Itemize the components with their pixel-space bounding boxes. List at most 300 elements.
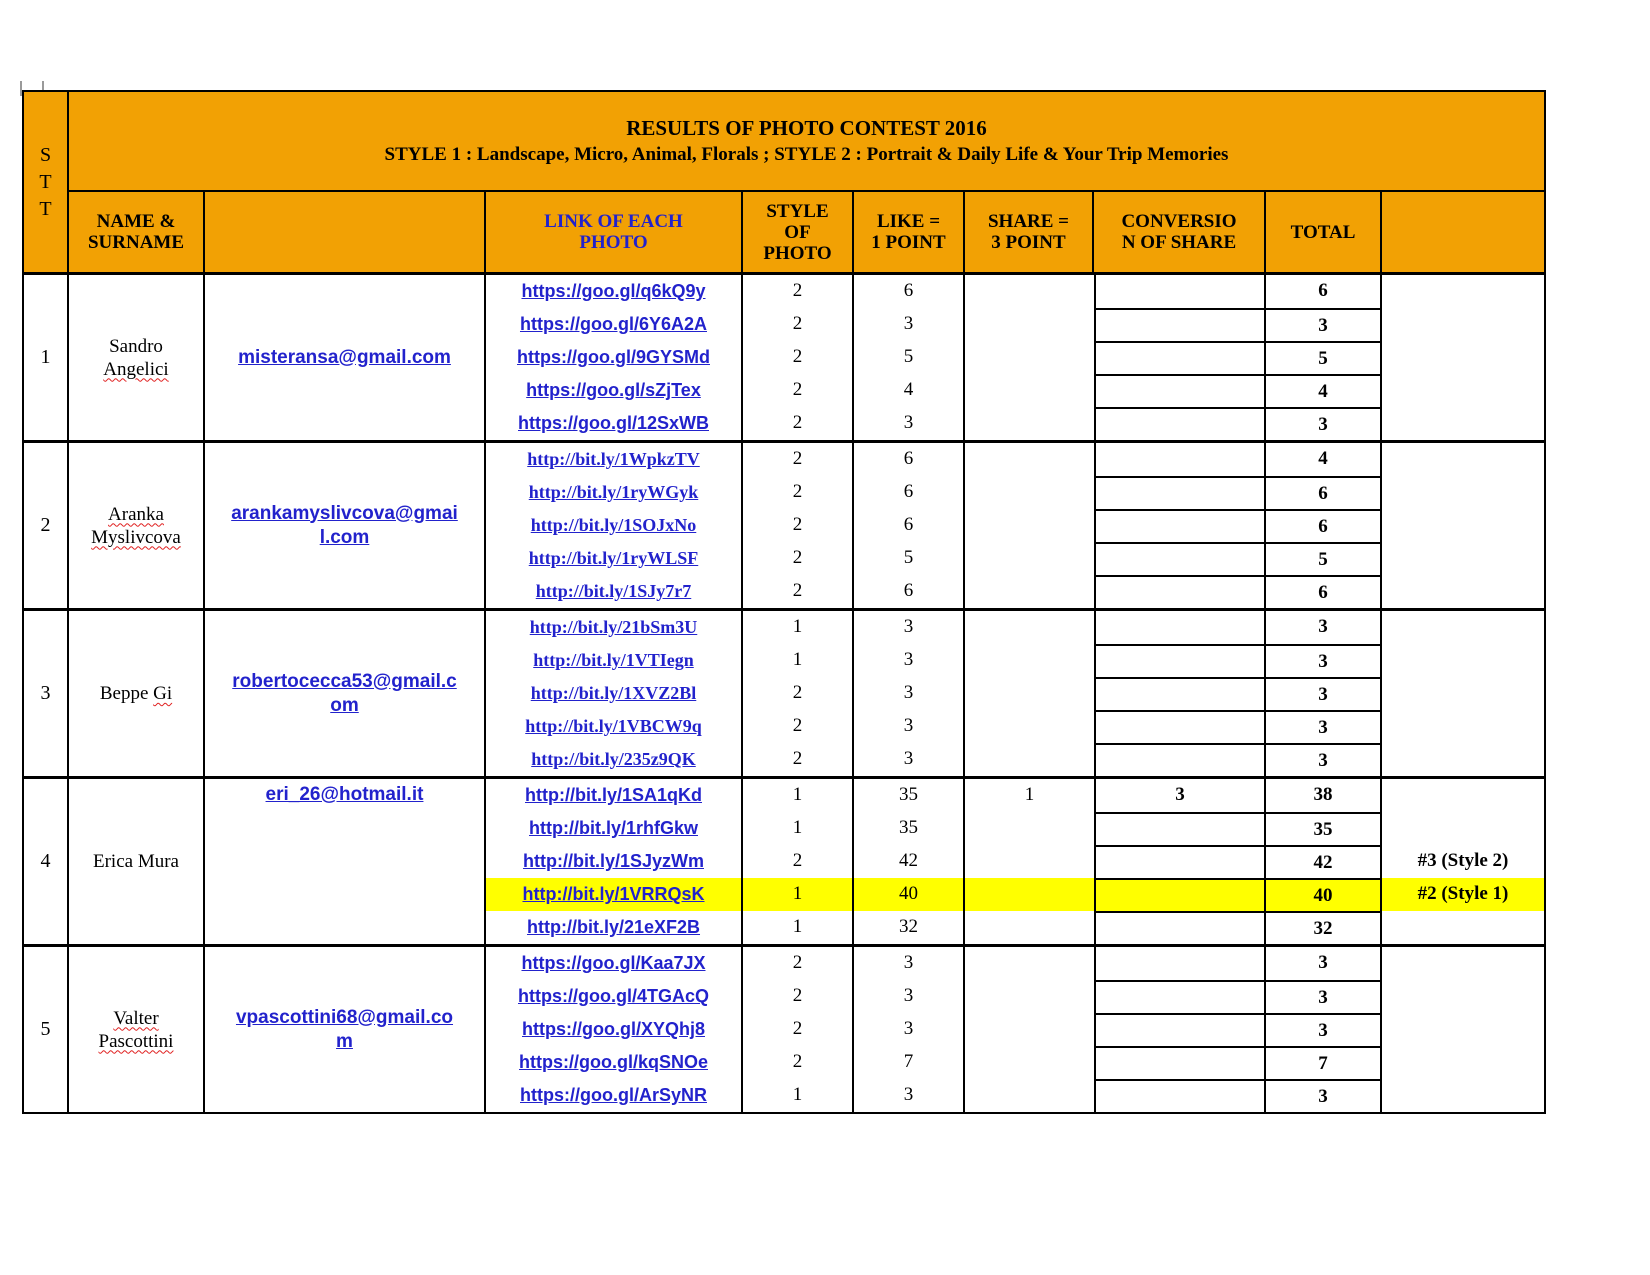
rank-note <box>1382 812 1544 845</box>
name-word: Pascottini <box>98 1030 174 1052</box>
rank-note <box>1382 341 1544 374</box>
share-value <box>965 1079 1094 1112</box>
photo-link-cell <box>486 341 743 374</box>
stt-letter: T <box>39 197 52 220</box>
photo-link-cell <box>486 509 743 542</box>
email-link[interactable]: arankamyslivcova@gmai <box>231 502 458 524</box>
rank-note <box>1382 443 1544 476</box>
photo-link[interactable]: http://bit.ly/1SA1qKd <box>525 785 702 805</box>
photo-link[interactable]: http://bit.ly/1WpkzTV <box>527 449 700 469</box>
share-value <box>965 644 1094 677</box>
photo-link[interactable]: https://goo.gl/kqSNOe <box>519 1052 708 1072</box>
conversion-value <box>1094 509 1266 542</box>
style-value: 2 <box>743 845 854 878</box>
rank-note: #2 (Style 1) <box>1382 878 1544 911</box>
like-value: 7 <box>854 1046 965 1079</box>
total-value: 3 <box>1266 947 1382 980</box>
rank-note <box>1382 743 1544 776</box>
conversion-value <box>1094 911 1266 944</box>
stt-letter: S <box>39 143 52 166</box>
email-link[interactable]: l.com <box>319 526 370 548</box>
rank-note <box>1382 575 1544 608</box>
photo-link[interactable]: https://goo.gl/9GYSMd <box>517 347 710 367</box>
conversion-value <box>1094 542 1266 575</box>
style-value: 1 <box>743 644 854 677</box>
header-line: SURNAME <box>87 232 185 253</box>
name-word: Sandro <box>109 335 163 357</box>
photo-subrow <box>486 476 1544 509</box>
photo-subrow <box>486 509 1544 542</box>
photo-link-cell <box>486 845 743 878</box>
style-value: 2 <box>743 275 854 308</box>
like-value: 3 <box>854 743 965 776</box>
name-word: Aranka <box>108 503 164 525</box>
header-line: SHARE = <box>987 211 1070 232</box>
header-name-surname <box>69 192 205 272</box>
photo-link[interactable]: http://bit.ly/1SOJxNo <box>530 515 697 535</box>
header-link-of-each-photo <box>486 192 743 272</box>
photo-link[interactable]: https://goo.gl/sZjTex <box>526 380 701 400</box>
total-value: 3 <box>1266 710 1382 743</box>
total-value: 7 <box>1266 1046 1382 1079</box>
photo-subrow <box>486 845 1544 878</box>
photo-subrow <box>486 275 1544 308</box>
like-value: 3 <box>854 980 965 1013</box>
stt-letter: T <box>39 170 52 193</box>
total-value: 35 <box>1266 812 1382 845</box>
contestant-row-block <box>24 608 1544 776</box>
photo-subrow <box>486 878 1544 911</box>
header-email <box>205 192 486 272</box>
share-value <box>965 341 1094 374</box>
photo-link[interactable]: https://goo.gl/q6kQ9y <box>521 281 706 301</box>
style-value: 1 <box>743 611 854 644</box>
photo-link-cell <box>486 1013 743 1046</box>
share-value <box>965 1013 1094 1046</box>
header-line: 1 POINT <box>871 232 946 253</box>
row-number: 3 <box>24 611 69 776</box>
photo-link-cell <box>486 677 743 710</box>
rank-note <box>1382 407 1544 440</box>
conversion-value <box>1094 980 1266 1013</box>
total-value: 4 <box>1266 374 1382 407</box>
photo-subrow <box>486 710 1544 743</box>
photo-link-cell <box>486 911 743 944</box>
column-headers <box>69 192 1544 272</box>
total-value: 3 <box>1266 1079 1382 1112</box>
total-value: 32 <box>1266 911 1382 944</box>
style-value: 2 <box>743 374 854 407</box>
photo-link[interactable]: http://bit.ly/1ryWLSF <box>528 548 699 568</box>
share-value <box>965 476 1094 509</box>
row-number: 2 <box>24 443 69 608</box>
rank-note <box>1382 980 1544 1013</box>
share-value <box>965 308 1094 341</box>
share-value <box>965 812 1094 845</box>
photo-link[interactable]: http://bit.ly/235z9QK <box>531 749 696 769</box>
photos-area <box>486 443 1544 608</box>
like-value: 3 <box>854 644 965 677</box>
total-value: 3 <box>1266 980 1382 1013</box>
rank-note <box>1382 1013 1544 1046</box>
header-style-of-photo <box>743 192 854 272</box>
stt-column-header <box>24 92 69 272</box>
photo-subrow <box>486 341 1544 374</box>
rank-note <box>1382 710 1544 743</box>
total-value: 6 <box>1266 575 1382 608</box>
total-value: 3 <box>1266 743 1382 776</box>
share-value <box>965 677 1094 710</box>
photos-area <box>486 779 1544 944</box>
photo-link[interactable]: http://bit.ly/21bSm3U <box>529 617 698 637</box>
total-value: 6 <box>1266 509 1382 542</box>
style-value: 2 <box>743 407 854 440</box>
photo-link-cell <box>486 308 743 341</box>
email-link[interactable]: misteransa@gmail.com <box>238 346 451 368</box>
email-link[interactable]: robertocecca53@gmail.c <box>232 670 457 692</box>
header-line: LINK OF EACH <box>544 211 683 232</box>
table-subtitle: STYLE 1 : Landscape, Micro, Animal, Florals ; STYLE 2 : Portrait & Daily Life & Your Trip Memories <box>384 144 1229 165</box>
share-value <box>965 878 1094 911</box>
conversion-value <box>1094 878 1266 911</box>
total-value: 3 <box>1266 677 1382 710</box>
photo-link-cell <box>486 611 743 644</box>
like-value: 3 <box>854 308 965 341</box>
photo-subrow <box>486 1079 1544 1112</box>
rank-note <box>1382 1079 1544 1112</box>
contestant-row-block <box>24 776 1544 944</box>
conversion-value <box>1094 1046 1266 1079</box>
style-value: 2 <box>743 443 854 476</box>
like-value: 3 <box>854 710 965 743</box>
rank-note <box>1382 677 1544 710</box>
like-value: 42 <box>854 845 965 878</box>
style-value: 1 <box>743 812 854 845</box>
header-share-points <box>965 192 1094 272</box>
total-value: 40 <box>1266 878 1382 911</box>
rank-note <box>1382 374 1544 407</box>
style-value: 2 <box>743 980 854 1013</box>
style-value: 2 <box>743 710 854 743</box>
contestant-email <box>205 947 486 1112</box>
row-number: 5 <box>24 947 69 1112</box>
row-number: 1 <box>24 275 69 440</box>
rank-note <box>1382 1046 1544 1079</box>
email-link[interactable]: m <box>336 1030 353 1052</box>
conversion-value <box>1094 677 1266 710</box>
conversion-value <box>1094 644 1266 677</box>
conversion-value <box>1094 575 1266 608</box>
contestant-name <box>69 947 205 1112</box>
header-line: PHOTO <box>763 242 832 264</box>
total-value: 38 <box>1266 779 1382 812</box>
total-value: 3 <box>1266 407 1382 440</box>
share-value <box>965 275 1094 308</box>
photo-subrow <box>486 407 1544 440</box>
photo-subrow <box>486 644 1544 677</box>
like-value: 3 <box>854 611 965 644</box>
contestant-email <box>205 275 486 440</box>
style-value: 2 <box>743 308 854 341</box>
photo-link-cell <box>486 443 743 476</box>
photo-subrow <box>486 677 1544 710</box>
header-line: N OF SHARE <box>1121 232 1237 253</box>
photo-link-cell <box>486 476 743 509</box>
total-value: 3 <box>1266 308 1382 341</box>
share-value: 1 <box>1024 784 1035 805</box>
style-value: 2 <box>743 476 854 509</box>
total-value: 3 <box>1266 644 1382 677</box>
rank-note <box>1382 476 1544 509</box>
photo-link[interactable]: https://goo.gl/4TGAcQ <box>518 986 709 1006</box>
photo-subrow <box>486 443 1544 476</box>
header-line: PHOTO <box>579 232 648 253</box>
style-value: 2 <box>743 1046 854 1079</box>
share-value <box>965 509 1094 542</box>
header-line: NAME & <box>96 211 176 232</box>
like-value: 5 <box>854 341 965 374</box>
total-value: 42 <box>1266 845 1382 878</box>
total-value: 5 <box>1266 341 1382 374</box>
photo-subrow <box>486 911 1544 944</box>
share-value <box>965 575 1094 608</box>
photo-link[interactable]: http://bit.ly/1rhfGkw <box>529 818 698 838</box>
contestant-email <box>205 779 486 944</box>
conversion-value <box>1094 374 1266 407</box>
contestant-name <box>69 443 205 608</box>
email-link[interactable]: eri_26@hotmail.it <box>265 784 424 805</box>
photo-link-cell <box>486 710 743 743</box>
style-value: 1 <box>743 878 854 911</box>
photo-subrow <box>486 374 1544 407</box>
style-value: 2 <box>743 677 854 710</box>
header-right <box>69 92 1544 272</box>
header-conversion-of-share <box>1094 192 1266 272</box>
style-value: 2 <box>743 947 854 980</box>
total-value: 4 <box>1266 443 1382 476</box>
photo-link[interactable]: https://goo.gl/Kaa7JX <box>521 953 706 973</box>
name-line <box>103 358 168 381</box>
like-value: 40 <box>854 878 965 911</box>
photo-link[interactable]: https://goo.gl/12SxWB <box>518 413 709 433</box>
rank-note <box>1382 542 1544 575</box>
photo-contest-table <box>22 90 1546 1114</box>
rank-note <box>1382 779 1544 812</box>
rank-note <box>1382 947 1544 980</box>
like-value: 5 <box>854 542 965 575</box>
header-line: 3 POINT <box>991 232 1066 253</box>
photo-link[interactable]: https://goo.gl/ArSyNR <box>520 1085 707 1105</box>
photo-link-cell <box>486 1079 743 1112</box>
total-value: 5 <box>1266 542 1382 575</box>
photo-link-cell <box>486 878 743 911</box>
rank-note <box>1382 644 1544 677</box>
contestant-name <box>69 611 205 776</box>
conversion-value <box>1094 1013 1266 1046</box>
photo-link-cell <box>486 743 743 776</box>
style-value: 2 <box>743 542 854 575</box>
photo-link[interactable]: http://bit.ly/1SJy7r7 <box>535 581 692 601</box>
like-value: 3 <box>854 1013 965 1046</box>
share-value <box>965 443 1094 476</box>
style-value: 1 <box>743 779 854 812</box>
header-line: STYLE <box>766 200 829 222</box>
like-value: 4 <box>854 374 965 407</box>
conversion-value <box>1094 611 1266 644</box>
conversion-value <box>1094 1079 1266 1112</box>
photo-link[interactable]: http://bit.ly/1SJyzWm <box>522 851 704 871</box>
share-value <box>965 1046 1094 1079</box>
email-link[interactable]: vpascottini68@gmail.co <box>235 1006 454 1028</box>
like-value: 35 <box>854 812 965 845</box>
photo-link-cell <box>486 1046 743 1079</box>
photo-link[interactable]: http://bit.ly/1VTIegn <box>533 650 694 670</box>
photo-link-cell <box>486 374 743 407</box>
name-word: Erica Mura <box>93 851 179 872</box>
header-line: CONVERSIO <box>1121 211 1237 232</box>
table-title: RESULTS OF PHOTO CONTEST 2016 <box>626 116 987 140</box>
style-value: 2 <box>743 575 854 608</box>
name-line <box>93 850 179 873</box>
total-value: 3 <box>1266 1013 1382 1046</box>
photo-subrow <box>486 743 1544 776</box>
photo-subrow <box>486 308 1544 341</box>
contestant-email <box>205 611 486 776</box>
name-word: Beppe <box>99 683 149 704</box>
photo-subrow <box>486 812 1544 845</box>
total-value: 6 <box>1266 275 1382 308</box>
style-value: 1 <box>743 1079 854 1112</box>
share-value <box>965 542 1094 575</box>
rank-note <box>1382 911 1544 944</box>
name-word: Valter <box>113 1007 159 1029</box>
photo-link[interactable]: http://bit.ly/1VBCW9q <box>525 716 702 736</box>
name-line <box>113 1007 158 1030</box>
name-word: Angelici <box>103 358 169 380</box>
share-value <box>965 845 1094 878</box>
rank-note <box>1382 611 1544 644</box>
like-value: 6 <box>854 443 965 476</box>
photo-link-cell <box>486 779 743 812</box>
like-value: 35 <box>854 779 965 812</box>
conversion-value: 3 <box>1094 779 1266 812</box>
conversion-value <box>1094 476 1266 509</box>
name-line <box>109 335 163 358</box>
like-value: 32 <box>854 911 965 944</box>
share-value <box>965 710 1094 743</box>
table-header-area <box>24 92 1544 272</box>
email-link[interactable]: om <box>330 694 359 716</box>
photo-link[interactable]: http://bit.ly/1VRRQsK <box>522 884 705 904</box>
name-line <box>91 526 181 549</box>
title-band <box>69 92 1544 192</box>
conversion-value <box>1094 407 1266 440</box>
like-value: 3 <box>854 407 965 440</box>
conversion-value <box>1094 743 1266 776</box>
rank-note <box>1382 509 1544 542</box>
style-value: 2 <box>743 341 854 374</box>
photo-link[interactable]: http://bit.ly/1ryWGyk <box>528 482 699 502</box>
photo-link-cell <box>486 947 743 980</box>
photo-link[interactable]: http://bit.ly/1XVZ2Bl <box>530 683 697 703</box>
photo-link-cell <box>486 644 743 677</box>
contestant-email <box>205 443 486 608</box>
photo-subrow <box>486 980 1544 1013</box>
style-value: 2 <box>743 1013 854 1046</box>
rank-note <box>1382 275 1544 308</box>
photo-link-cell <box>486 407 743 440</box>
like-value: 3 <box>854 1079 965 1112</box>
like-value: 6 <box>854 575 965 608</box>
like-value: 6 <box>854 476 965 509</box>
photo-subrow <box>486 1046 1544 1079</box>
photos-area <box>486 947 1544 1112</box>
conversion-value <box>1094 947 1266 980</box>
name-line <box>108 503 164 526</box>
photo-subrow <box>486 611 1544 644</box>
photo-link-cell <box>486 812 743 845</box>
contestant-name <box>69 779 205 944</box>
like-value: 3 <box>854 677 965 710</box>
conversion-value <box>1094 443 1266 476</box>
conversion-value <box>1094 812 1266 845</box>
total-value: 6 <box>1266 476 1382 509</box>
photo-subrow <box>486 1013 1544 1046</box>
photo-subrow <box>486 947 1544 980</box>
share-value <box>965 911 1094 944</box>
total-value: 3 <box>1266 611 1382 644</box>
header-line: LIKE = <box>876 211 941 232</box>
photo-link[interactable]: https://goo.gl/6Y6A2A <box>519 314 707 334</box>
share-value <box>965 980 1094 1013</box>
conversion-value <box>1094 341 1266 374</box>
name-line <box>99 1030 174 1053</box>
share-value <box>965 407 1094 440</box>
table-body <box>24 272 1544 1112</box>
header-total: TOTAL <box>1266 192 1382 272</box>
header-like-points <box>854 192 965 272</box>
like-value: 6 <box>854 509 965 542</box>
photo-link-cell <box>486 980 743 1013</box>
name-line <box>100 682 172 705</box>
photos-area <box>486 275 1544 440</box>
style-value: 2 <box>743 509 854 542</box>
photo-link[interactable]: https://goo.gl/XYQhj8 <box>522 1019 705 1039</box>
name-word: Myslivcova <box>91 526 181 548</box>
like-value: 3 <box>854 947 965 980</box>
style-value: 1 <box>743 911 854 944</box>
share-value <box>965 374 1094 407</box>
photo-link[interactable]: http://bit.ly/21eXF2B <box>526 917 701 937</box>
conversion-value <box>1094 275 1266 308</box>
header-notes <box>1382 192 1544 272</box>
share-value <box>965 947 1094 980</box>
row-number: 4 <box>24 779 69 944</box>
contestant-row-block <box>24 272 1544 440</box>
share-value <box>965 611 1094 644</box>
photo-link-cell <box>486 275 743 308</box>
rank-note: #3 (Style 2) <box>1417 850 1509 871</box>
style-value: 2 <box>743 743 854 776</box>
share-value <box>965 743 1094 776</box>
name-word: Gi <box>153 683 173 704</box>
contestant-name <box>69 275 205 440</box>
conversion-value <box>1094 710 1266 743</box>
photo-link-cell <box>486 575 743 608</box>
photo-subrow <box>486 779 1544 812</box>
photo-subrow <box>486 542 1544 575</box>
contestant-row-block <box>24 440 1544 608</box>
